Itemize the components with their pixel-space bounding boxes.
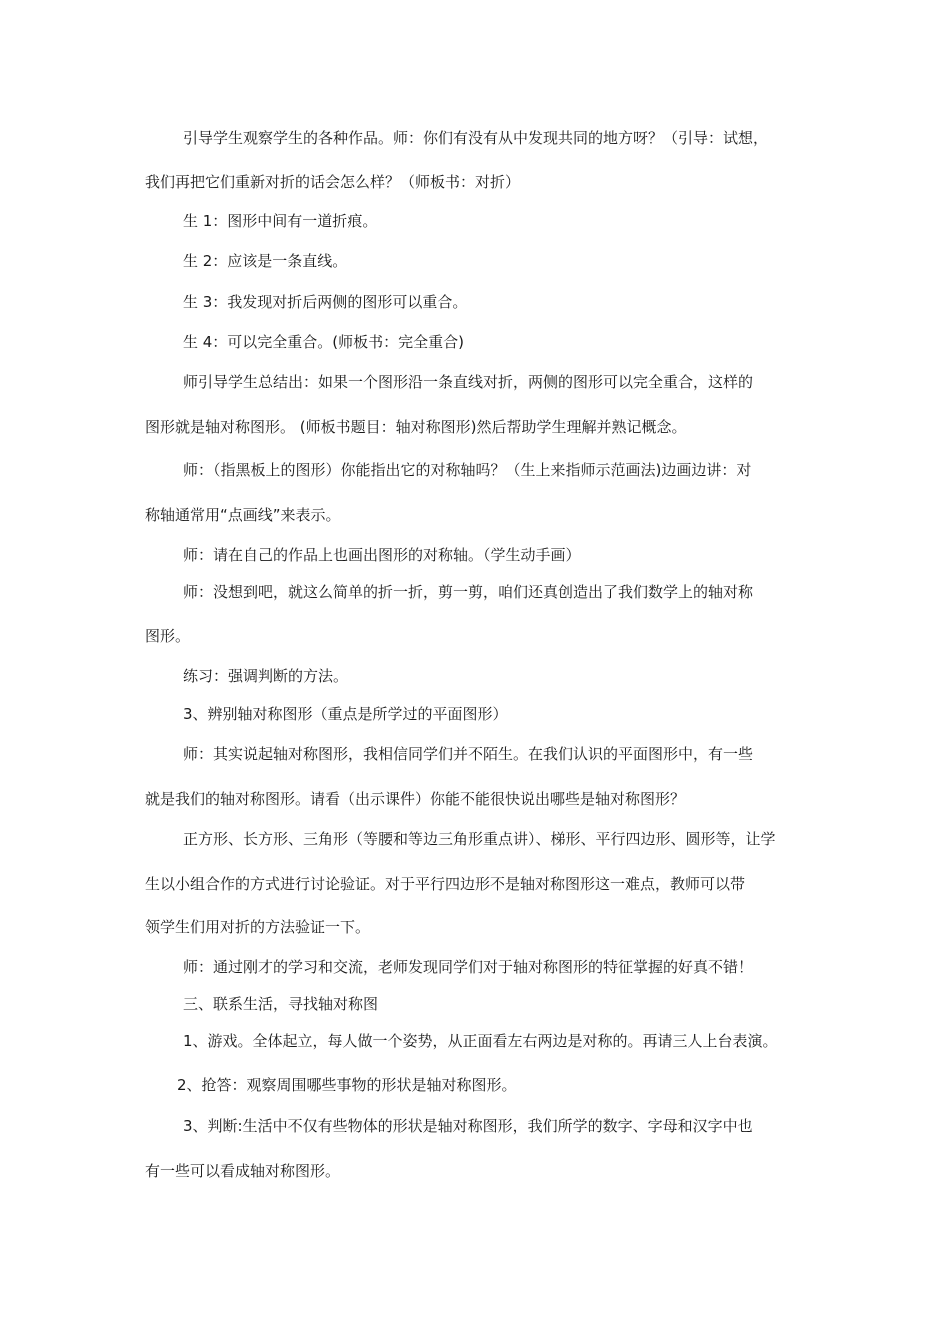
text-line-15: 3、辨别轴对称图形（重点是所学过的平面图形） (183, 705, 508, 723)
text-line-10: 称轴通常用“点画线”来表示。 (145, 506, 341, 524)
text-line-7: 师引导学生总结出：如果一个图形沿一条直线对折，两侧的图形可以完全重合，这样的 (183, 373, 754, 391)
text-line-13: 图形。 (145, 627, 191, 645)
text-line-23: 1、游戏。全体起立，每人做一个姿势，从正面看左右两边是对称的。再请三人上台表演。 (183, 1032, 778, 1050)
text-line-2: 我们再把它们重新对折的话会怎么样？（师板书：对折） (145, 173, 521, 191)
text-line-12: 师：没想到吧，就这么简单的折一折，剪一剪，咱们还真创造出了我们数学上的轴对称 (183, 583, 754, 601)
text-line-18: 正方形、长方形、三角形（等腰和等边三角形重点讲）、梯形、平行四边形、圆形等，让学 (183, 830, 776, 848)
text-line-3: 生 1：图形中间有一道折痕。 (183, 212, 378, 230)
text-line-9: 师：（指黑板上的图形）你能指出它的对称轴吗？（生上来指师示范画法)边画边讲：对 (183, 461, 752, 479)
text-line-6: 生 4：可以完全重合。(师板书：完全重合) (183, 333, 465, 351)
text-line-19: 生以小组合作的方式进行讨论验证。对于平行四边形不是轴对称图形这一难点，教师可以带 (145, 875, 746, 893)
text-line-26: 有一些可以看成轴对称图形。 (145, 1162, 341, 1180)
text-line-24: 2、抢答：观察周围哪些事物的形状是轴对称图形。 (177, 1076, 517, 1094)
section-heading: 三、联系生活，寻找轴对称图 (183, 995, 379, 1013)
text-line-21: 师：通过刚才的学习和交流，老师发现同学们对于轴对称图形的特征掌握的好真不错！ (183, 958, 754, 976)
text-line-20: 领学生们用对折的方法验证一下。 (145, 918, 371, 936)
text-line-11: 师：请在自己的作品上也画出图形的对称轴。（学生动手画） (183, 546, 581, 564)
text-line-1: 引导学生观察学生的各种作品。师：你们有没有从中发现共同的地方呀？（引导：试想， (183, 129, 769, 147)
text-line-5: 生 3：我发现对折后两侧的图形可以重合。 (183, 293, 468, 311)
text-line-8: 图形就是轴对称图形。 (师板书题目：轴对称图形)然后帮助学生理解并熟记概念。 (145, 418, 687, 436)
text-line-25: 3、判断:生活中不仅有些物体的形状是轴对称图形，我们所学的数字、字母和汉字中也 (183, 1117, 753, 1135)
text-line-17: 就是我们的轴对称图形。请看（出示课件）你能不能很快说出哪些是轴对称图形？ (145, 790, 686, 808)
text-line-14: 练习：强调判断的方法。 (183, 667, 349, 685)
text-line-16: 师：其实说起轴对称图形，我相信同学们并不陌生。在我们认识的平面图形中，有一些 (183, 745, 754, 763)
text-line-4: 生 2：应该是一条直线。 (183, 252, 348, 270)
